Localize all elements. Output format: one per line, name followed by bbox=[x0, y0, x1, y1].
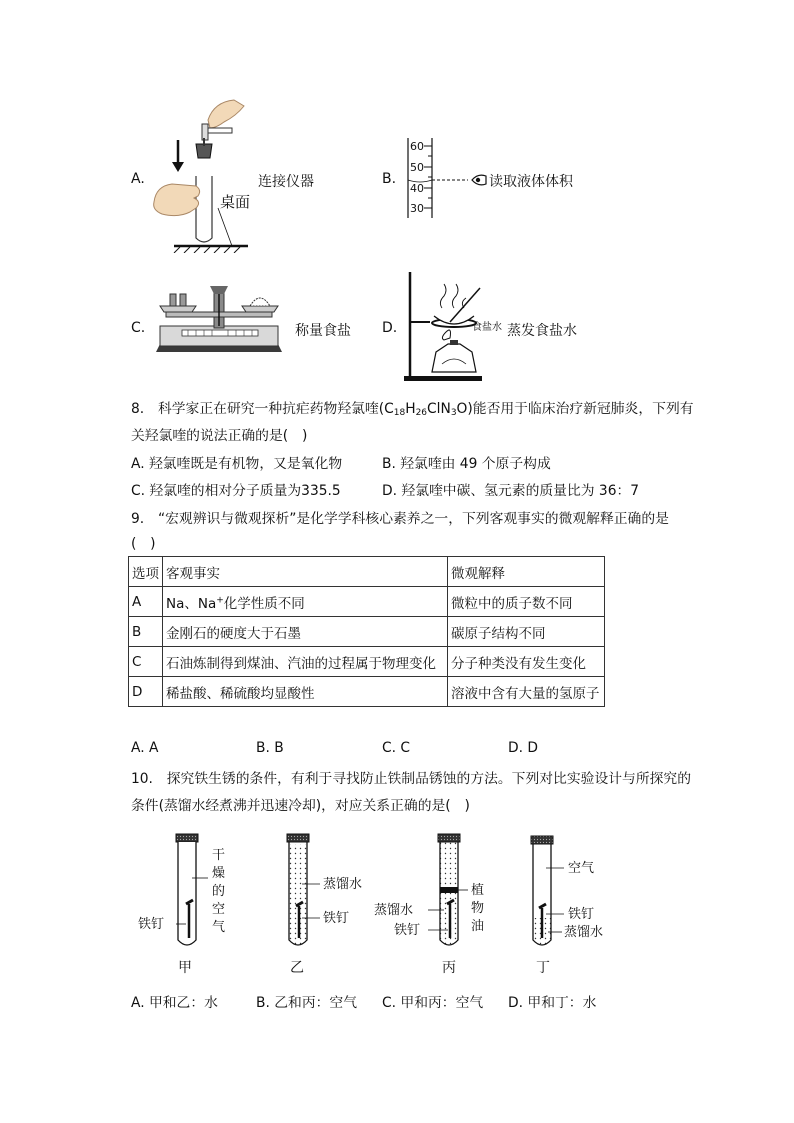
table-cell: 分子种类没有发生变化 bbox=[448, 647, 605, 677]
scale-tick-label: 30 bbox=[410, 202, 424, 215]
air-label: 空气 bbox=[568, 861, 595, 876]
question-stem-line: 8. 科学家正在研究一种抗疟药物羟氯喹$(C_{18}H_{26}ClN_3O)$能否用于临床治疗新冠肺炎，下列有 bbox=[131, 401, 694, 418]
oil-label-char: 物 bbox=[471, 901, 485, 916]
answer-choice-a: A. A bbox=[131, 740, 159, 756]
option-label: 称量食盐 bbox=[295, 323, 351, 339]
tube-yi bbox=[287, 834, 362, 976]
answer-choice-b: B. 羟氯喹由 49 个原子构成 bbox=[382, 456, 551, 472]
air-label-char: 的 bbox=[212, 884, 226, 899]
option-letter: D. bbox=[382, 320, 398, 336]
tube-jia bbox=[138, 834, 225, 976]
eye-icon bbox=[472, 175, 486, 185]
air-label-char: 空 bbox=[212, 902, 226, 917]
question-stem-line: ( ) bbox=[131, 536, 156, 552]
table-cell: 石油炼制得到煤油、汽油的过程属于物理变化 bbox=[163, 647, 448, 677]
table-cell: 溶液中含有大量的氢原子 bbox=[448, 677, 605, 707]
table-row bbox=[129, 677, 605, 707]
answer-choice-a: A. 甲和乙：水 bbox=[131, 995, 218, 1011]
oil-label-char: 油 bbox=[471, 919, 485, 934]
air-label-char: 气 bbox=[212, 920, 226, 935]
question-stem-line: 关羟氯喹的说法正确的是( ) bbox=[131, 428, 308, 444]
question-stem-line: 10. 探究铁生锈的条件，有利于寻找防止铁制品锈蚀的方法。下列对比实验设计与所探究的 bbox=[131, 771, 692, 787]
option-letter: B. bbox=[382, 171, 397, 187]
answer-choice-d: D. 甲和丁：水 bbox=[508, 995, 597, 1011]
tube-bing bbox=[374, 834, 484, 976]
nail-label: 铁钉 bbox=[138, 917, 165, 932]
tube-ding bbox=[531, 836, 603, 976]
desk-label: 桌面 bbox=[220, 193, 250, 211]
option-label: 读取液体体积 bbox=[489, 174, 573, 190]
table-header: 客观事实 bbox=[163, 557, 448, 587]
nail-label: 铁钉 bbox=[394, 923, 421, 938]
oil-label-char: 植 bbox=[471, 883, 485, 898]
fact-explanation-table bbox=[128, 556, 605, 707]
answer-choice-c: C. C bbox=[382, 740, 411, 756]
answer-choice-a: A. 羟氯喹既是有机物，又是氧化物 bbox=[131, 456, 343, 472]
air-label-char: 燥 bbox=[212, 866, 226, 881]
option-letter: C. bbox=[131, 320, 146, 336]
table-cell: 碳原子结构不同 bbox=[448, 617, 605, 647]
table-cell: D bbox=[129, 677, 163, 707]
water-label: 蒸馏水 bbox=[564, 925, 604, 940]
balance-figure bbox=[152, 282, 286, 364]
tube-name: 乙 bbox=[290, 960, 304, 976]
evaporation-figure bbox=[400, 268, 510, 384]
table-cell: A bbox=[129, 587, 163, 617]
scale-tick-label: 40 bbox=[410, 182, 424, 195]
answer-choice-d: D. D bbox=[508, 740, 539, 756]
salt-water-label: 食盐水 bbox=[472, 322, 502, 333]
nail-label: 铁钉 bbox=[568, 907, 595, 922]
scale-tick-label: 60 bbox=[410, 140, 424, 153]
table-cell: 金刚石的硬度大于石墨 bbox=[163, 617, 448, 647]
table-header: 选项 bbox=[129, 557, 163, 587]
nail-label: 铁钉 bbox=[323, 911, 350, 926]
connect-apparatus-figure bbox=[150, 98, 250, 253]
table-cell: C bbox=[129, 647, 163, 677]
table-header: 微观解释 bbox=[448, 557, 605, 587]
answer-choice-c: C. 羟氯喹的相对分子质量为335.5 bbox=[131, 483, 341, 499]
question-stem-line: 9. “宏观辨识与微观探析”是化学学科核心素养之一，下列客观事实的微观解释正确的是 bbox=[131, 511, 669, 527]
table-row bbox=[129, 647, 605, 677]
question-stem-line: 条件(蒸馏水经煮沸并迅速冷却)，对应关系正确的是( ) bbox=[131, 798, 470, 814]
table-header-row bbox=[129, 557, 605, 587]
answer-choice-b: B. 乙和丙：空气 bbox=[256, 995, 358, 1011]
graduated-cylinder-figure bbox=[402, 134, 492, 222]
water-label: 蒸馏水 bbox=[323, 877, 363, 892]
option-label: 连接仪器 bbox=[258, 174, 314, 190]
air-label-char: 干 bbox=[212, 848, 226, 863]
scale-tick-label: 50 bbox=[410, 161, 424, 174]
table-row bbox=[129, 617, 605, 647]
table-cell: 稀盐酸、稀硫酸均显酸性 bbox=[163, 677, 448, 707]
tube-name: 丙 bbox=[442, 960, 456, 976]
table-row bbox=[129, 587, 605, 617]
rust-experiment-figure bbox=[128, 826, 618, 978]
table-cell: Na、Na+化学性质不同 bbox=[163, 587, 448, 617]
tube-name: 丁 bbox=[536, 960, 550, 976]
answer-choice-d: D. 羟氯喹中碳、氢元素的质量比为 36：7 bbox=[382, 483, 640, 499]
tube-name: 甲 bbox=[178, 960, 192, 976]
option-label: 蒸发食盐水 bbox=[507, 323, 577, 339]
answer-choice-b: B. B bbox=[256, 740, 284, 756]
table-cell: 微粒中的质子数不同 bbox=[448, 587, 605, 617]
answer-choice-c: C. 甲和丙：空气 bbox=[382, 995, 484, 1011]
option-letter: A. bbox=[131, 171, 145, 187]
table-cell: B bbox=[129, 617, 163, 647]
water-label: 蒸馏水 bbox=[374, 903, 414, 918]
